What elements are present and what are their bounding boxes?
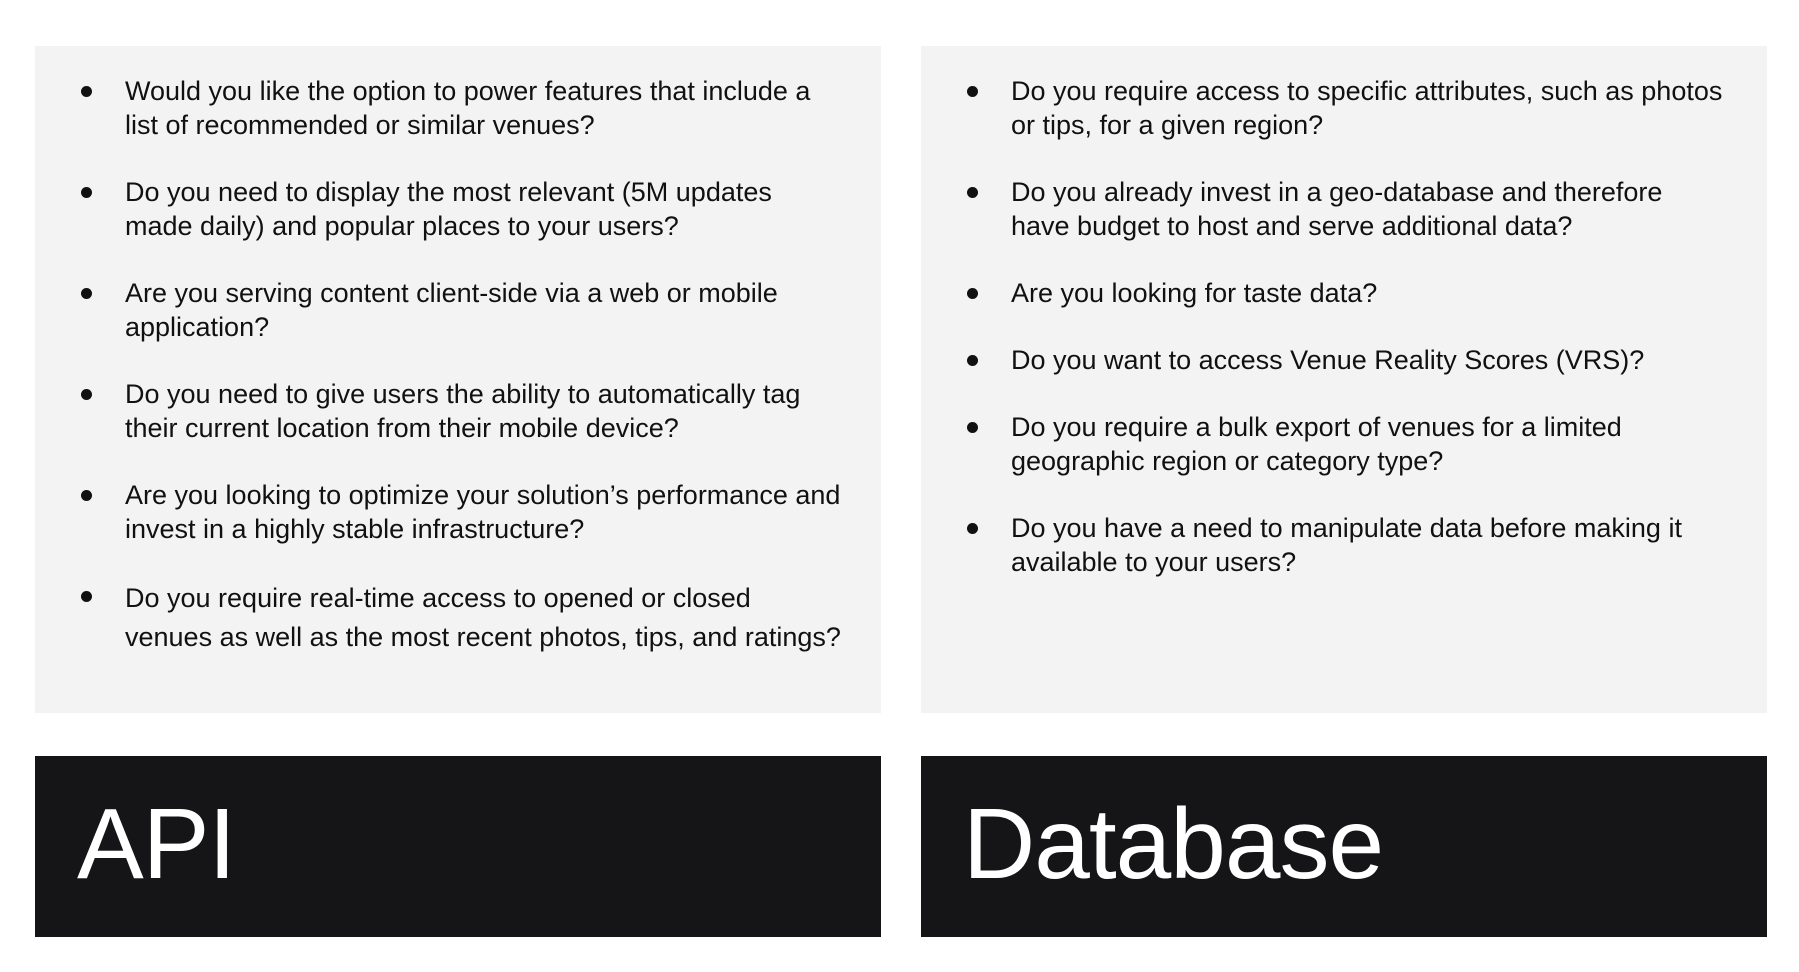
bullet-dot-icon — [967, 187, 978, 198]
database-question-text: Do you require a bulk export of venues for a limited geographic region or category type? — [1011, 412, 1622, 476]
database-question-text: Do you have a need to manipulate data before making it available to your users? — [1011, 513, 1682, 577]
api-question-text: Do you require real-time access to opened or closed venues as well as the most recent photos, tips, and ratings? — [125, 583, 841, 652]
bullet-dot-icon — [81, 86, 92, 97]
api-question-text: Are you looking to optimize your solution’s performance and invest in a highly stable infrastructure? — [125, 480, 841, 544]
bullet-dot-icon — [967, 288, 978, 299]
api-question-text: Do you need to give users the ability to automatically tag their current location from their mobile device? — [125, 379, 801, 443]
bullet-dot-icon — [967, 355, 978, 366]
api-question-item — [81, 74, 841, 142]
bullet-dot-icon — [967, 523, 978, 534]
database-question-item — [967, 343, 1727, 377]
database-question-text: Do you require access to specific attributes, such as photos or tips, for a given region? — [1011, 76, 1723, 140]
api-question-list — [81, 74, 841, 657]
database-question-text: Are you looking for taste data? — [1011, 278, 1378, 308]
database-question-item — [967, 410, 1727, 478]
bullet-dot-icon — [81, 187, 92, 198]
database-question-item — [967, 175, 1727, 243]
database-label: Database — [963, 788, 1384, 900]
api-question-item — [81, 377, 841, 445]
api-question-item — [81, 276, 841, 344]
bullet-dot-icon — [967, 422, 978, 433]
bullet-dot-icon — [81, 389, 92, 400]
database-question-text: Do you already invest in a geo-database and therefore have budget to host and serve additional data? — [1011, 177, 1663, 241]
api-question-text: Would you like the option to power features that include a list of recommended or similar venues? — [125, 76, 811, 140]
api-question-text: Are you serving content client-side via a web or mobile application? — [125, 278, 778, 342]
bullet-dot-icon — [81, 490, 92, 501]
api-label: API — [77, 788, 236, 900]
api-question-text: Do you need to display the most relevant (5M updates made daily) and popular places to your users? — [125, 177, 772, 241]
database-question-item — [967, 276, 1727, 310]
database-question-item — [967, 74, 1727, 142]
database-label-bar — [921, 756, 1767, 937]
api-label-bar — [35, 756, 881, 937]
database-question-list — [967, 74, 1727, 579]
api-question-item — [81, 579, 841, 657]
api-questions-panel — [35, 46, 881, 713]
database-question-item — [967, 511, 1727, 579]
api-question-item — [81, 478, 841, 546]
database-question-text: Do you want to access Venue Reality Scores (VRS)? — [1011, 345, 1645, 375]
bullet-dot-icon — [81, 288, 92, 299]
database-questions-panel — [921, 46, 1767, 713]
api-question-item — [81, 175, 841, 243]
bullet-dot-icon — [81, 591, 92, 602]
bullet-dot-icon — [967, 86, 978, 97]
